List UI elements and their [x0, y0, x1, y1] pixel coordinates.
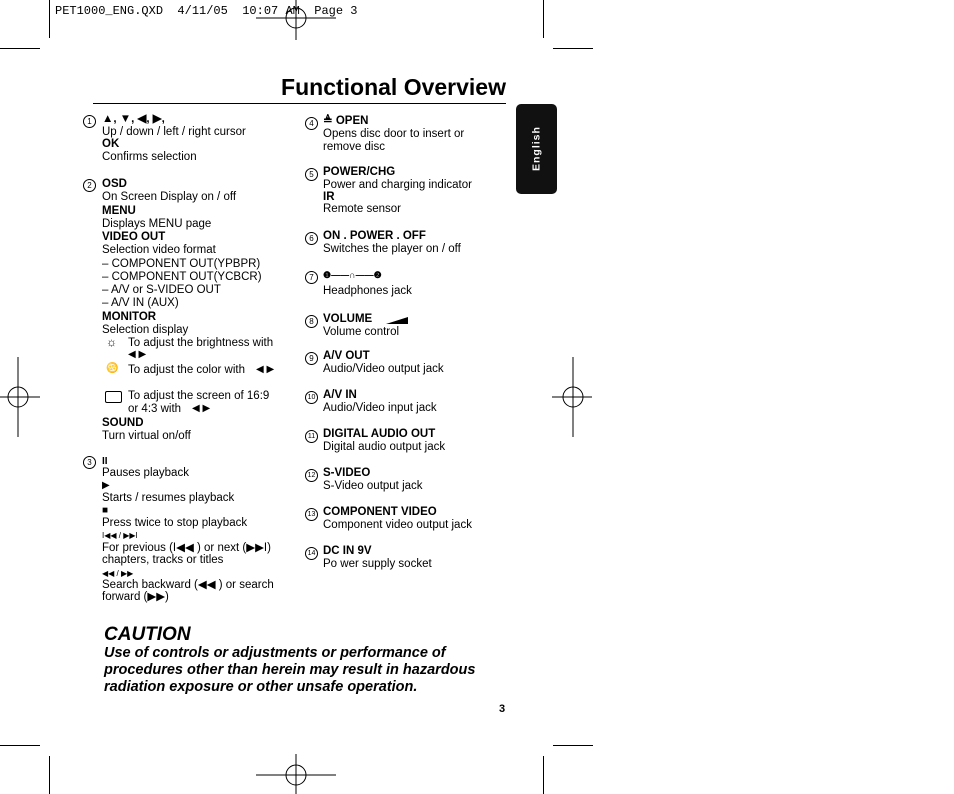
skip-desc: For previous (I◀◀ ) or next (▶▶I)	[102, 542, 271, 554]
video-out-label: VIDEO OUT	[102, 231, 166, 243]
item-number: 11	[305, 430, 318, 443]
crop-mark	[0, 48, 40, 49]
control-desc: S-Video output jack	[323, 480, 423, 492]
item-number: 5	[305, 168, 318, 181]
pause-desc: Pauses playback	[102, 467, 189, 479]
caution-text	[104, 645, 514, 696]
sound-label: SOUND	[102, 417, 144, 429]
control-desc: Headphones jack	[323, 285, 412, 297]
item-number: 7	[305, 271, 318, 284]
caution-line: radiation exposure or other unsafe operation.	[104, 679, 418, 695]
ok-label: OK	[102, 138, 120, 150]
left-right-arrows-icon: ◀ ▶	[256, 364, 275, 375]
crop-mark	[553, 48, 593, 49]
skip-icon: I◀◀ / ▶▶I	[102, 531, 138, 540]
cursor-keys-desc: Up / down / left / right cursor	[102, 126, 246, 138]
control-label: VOLUME	[323, 313, 373, 325]
control-sub-desc: Remote sensor	[323, 203, 401, 215]
monitor-label: MONITOR	[102, 311, 157, 323]
control-label: ON . POWER . OFF	[323, 230, 426, 242]
video-out-desc: Selection video format	[102, 244, 216, 256]
language-tab	[516, 104, 557, 194]
video-out-option: – A/V IN (AUX)	[102, 297, 179, 309]
video-out-option: – COMPONENT OUT(YPBPR)	[102, 258, 261, 270]
screen-ratio-icon	[105, 391, 122, 403]
item-number: 14	[305, 547, 318, 560]
caution-line: procedures other than herein may result in hazardous	[104, 662, 476, 678]
item-number: 12	[305, 469, 318, 482]
item-number: 3	[83, 456, 96, 469]
caution-line: Use of controls or adjustments or performance of	[104, 645, 446, 661]
video-out-option: – A/V or S-VIDEO OUT	[102, 284, 221, 296]
title-rule	[93, 103, 506, 104]
screen-desc: or 4:3 with	[128, 403, 182, 415]
search-desc: forward (▶▶)	[102, 591, 169, 603]
color-desc: To adjust the color with	[128, 364, 245, 376]
video-out-option: – COMPONENT OUT(YCBCR)	[102, 271, 262, 283]
print-slug: PET1000_ENG.QXD 4/11/05 10:07 AM Page 3	[55, 4, 358, 18]
registration-mark-icon	[256, 754, 336, 794]
osd-desc: On Screen Display on / off	[102, 191, 237, 203]
screen-desc: To adjust the screen of 16:9	[128, 390, 270, 402]
monitor-desc: Selection display	[102, 324, 189, 336]
page-number: 3	[499, 703, 506, 715]
control-sub-label: IR	[323, 191, 335, 203]
registration-mark-icon	[256, 0, 336, 40]
crop-mark	[543, 756, 544, 794]
item-number: 4	[305, 117, 318, 130]
stop-desc: Press twice to stop playback	[102, 517, 248, 529]
control-label: S-VIDEO	[323, 467, 371, 479]
control-desc: Audio/Video output jack	[323, 363, 444, 375]
osd-label: OSD	[102, 178, 127, 190]
control-label: POWER/CHG	[323, 166, 396, 178]
brightness-desc: To adjust the brightness with	[128, 337, 274, 349]
control-label: A/V OUT	[323, 350, 370, 362]
control-desc: Volume control	[323, 326, 400, 338]
skip-desc: chapters, tracks or titles	[102, 554, 224, 566]
control-desc: Switches the player on / off	[323, 243, 461, 255]
crop-mark	[0, 745, 40, 746]
control-desc: Opens disc door to insert or	[323, 128, 465, 140]
ok-desc: Confirms selection	[102, 151, 197, 163]
crop-mark	[543, 0, 544, 38]
item-number: 6	[305, 232, 318, 245]
caution-heading: CAUTION	[104, 624, 191, 645]
cursor-keys-label: ▲, ▼, ◀, ▶,	[102, 113, 165, 125]
control-label: DC IN 9V	[323, 545, 372, 557]
control-desc: Audio/Video input jack	[323, 402, 437, 414]
left-right-arrows-icon: ◀ ▶	[128, 349, 147, 360]
brightness-icon: ☼	[106, 335, 117, 349]
search-desc: Search backward (◀◀ ) or search	[102, 579, 274, 591]
volume-wedge-icon	[386, 317, 408, 324]
registration-mark-icon	[552, 357, 592, 437]
control-desc: remove disc	[323, 141, 385, 153]
item-number: 1	[83, 115, 96, 128]
control-label: DIGITAL AUDIO OUT	[323, 428, 436, 440]
control-label: ❶——∩——❷	[323, 270, 382, 280]
control-label: ≜ OPEN	[323, 115, 369, 127]
item-number: 8	[305, 315, 318, 328]
search-icon: ◀◀ / ▶▶	[102, 569, 134, 578]
left-right-arrows-icon: ◀ ▶	[192, 403, 211, 414]
play-desc: Starts / resumes playback	[102, 492, 235, 504]
page-title: Functional Overview	[281, 74, 506, 100]
item-number: 10	[305, 391, 318, 404]
crop-mark	[49, 756, 50, 794]
item-number: 2	[83, 179, 96, 192]
color-icon: ♋	[106, 363, 119, 374]
stop-icon: ■	[102, 505, 109, 516]
menu-desc: Displays MENU page	[102, 218, 212, 230]
item-number: 13	[305, 508, 318, 521]
crop-mark	[553, 745, 593, 746]
menu-label: MENU	[102, 205, 136, 217]
control-label: COMPONENT VIDEO	[323, 506, 437, 518]
item-number: 9	[305, 352, 318, 365]
pause-icon: II	[102, 456, 108, 467]
control-desc: Po wer supply socket	[323, 558, 432, 570]
control-desc: Component video output jack	[323, 519, 472, 531]
play-icon: ▶	[102, 480, 110, 491]
crop-mark	[49, 0, 50, 38]
control-desc: Digital audio output jack	[323, 441, 446, 453]
control-label: A/V IN	[323, 389, 357, 401]
sound-desc: Turn virtual on/off	[102, 430, 191, 442]
registration-mark-icon	[0, 357, 40, 437]
control-desc: Power and charging indicator	[323, 179, 472, 191]
language-tab-label: English	[530, 126, 543, 172]
